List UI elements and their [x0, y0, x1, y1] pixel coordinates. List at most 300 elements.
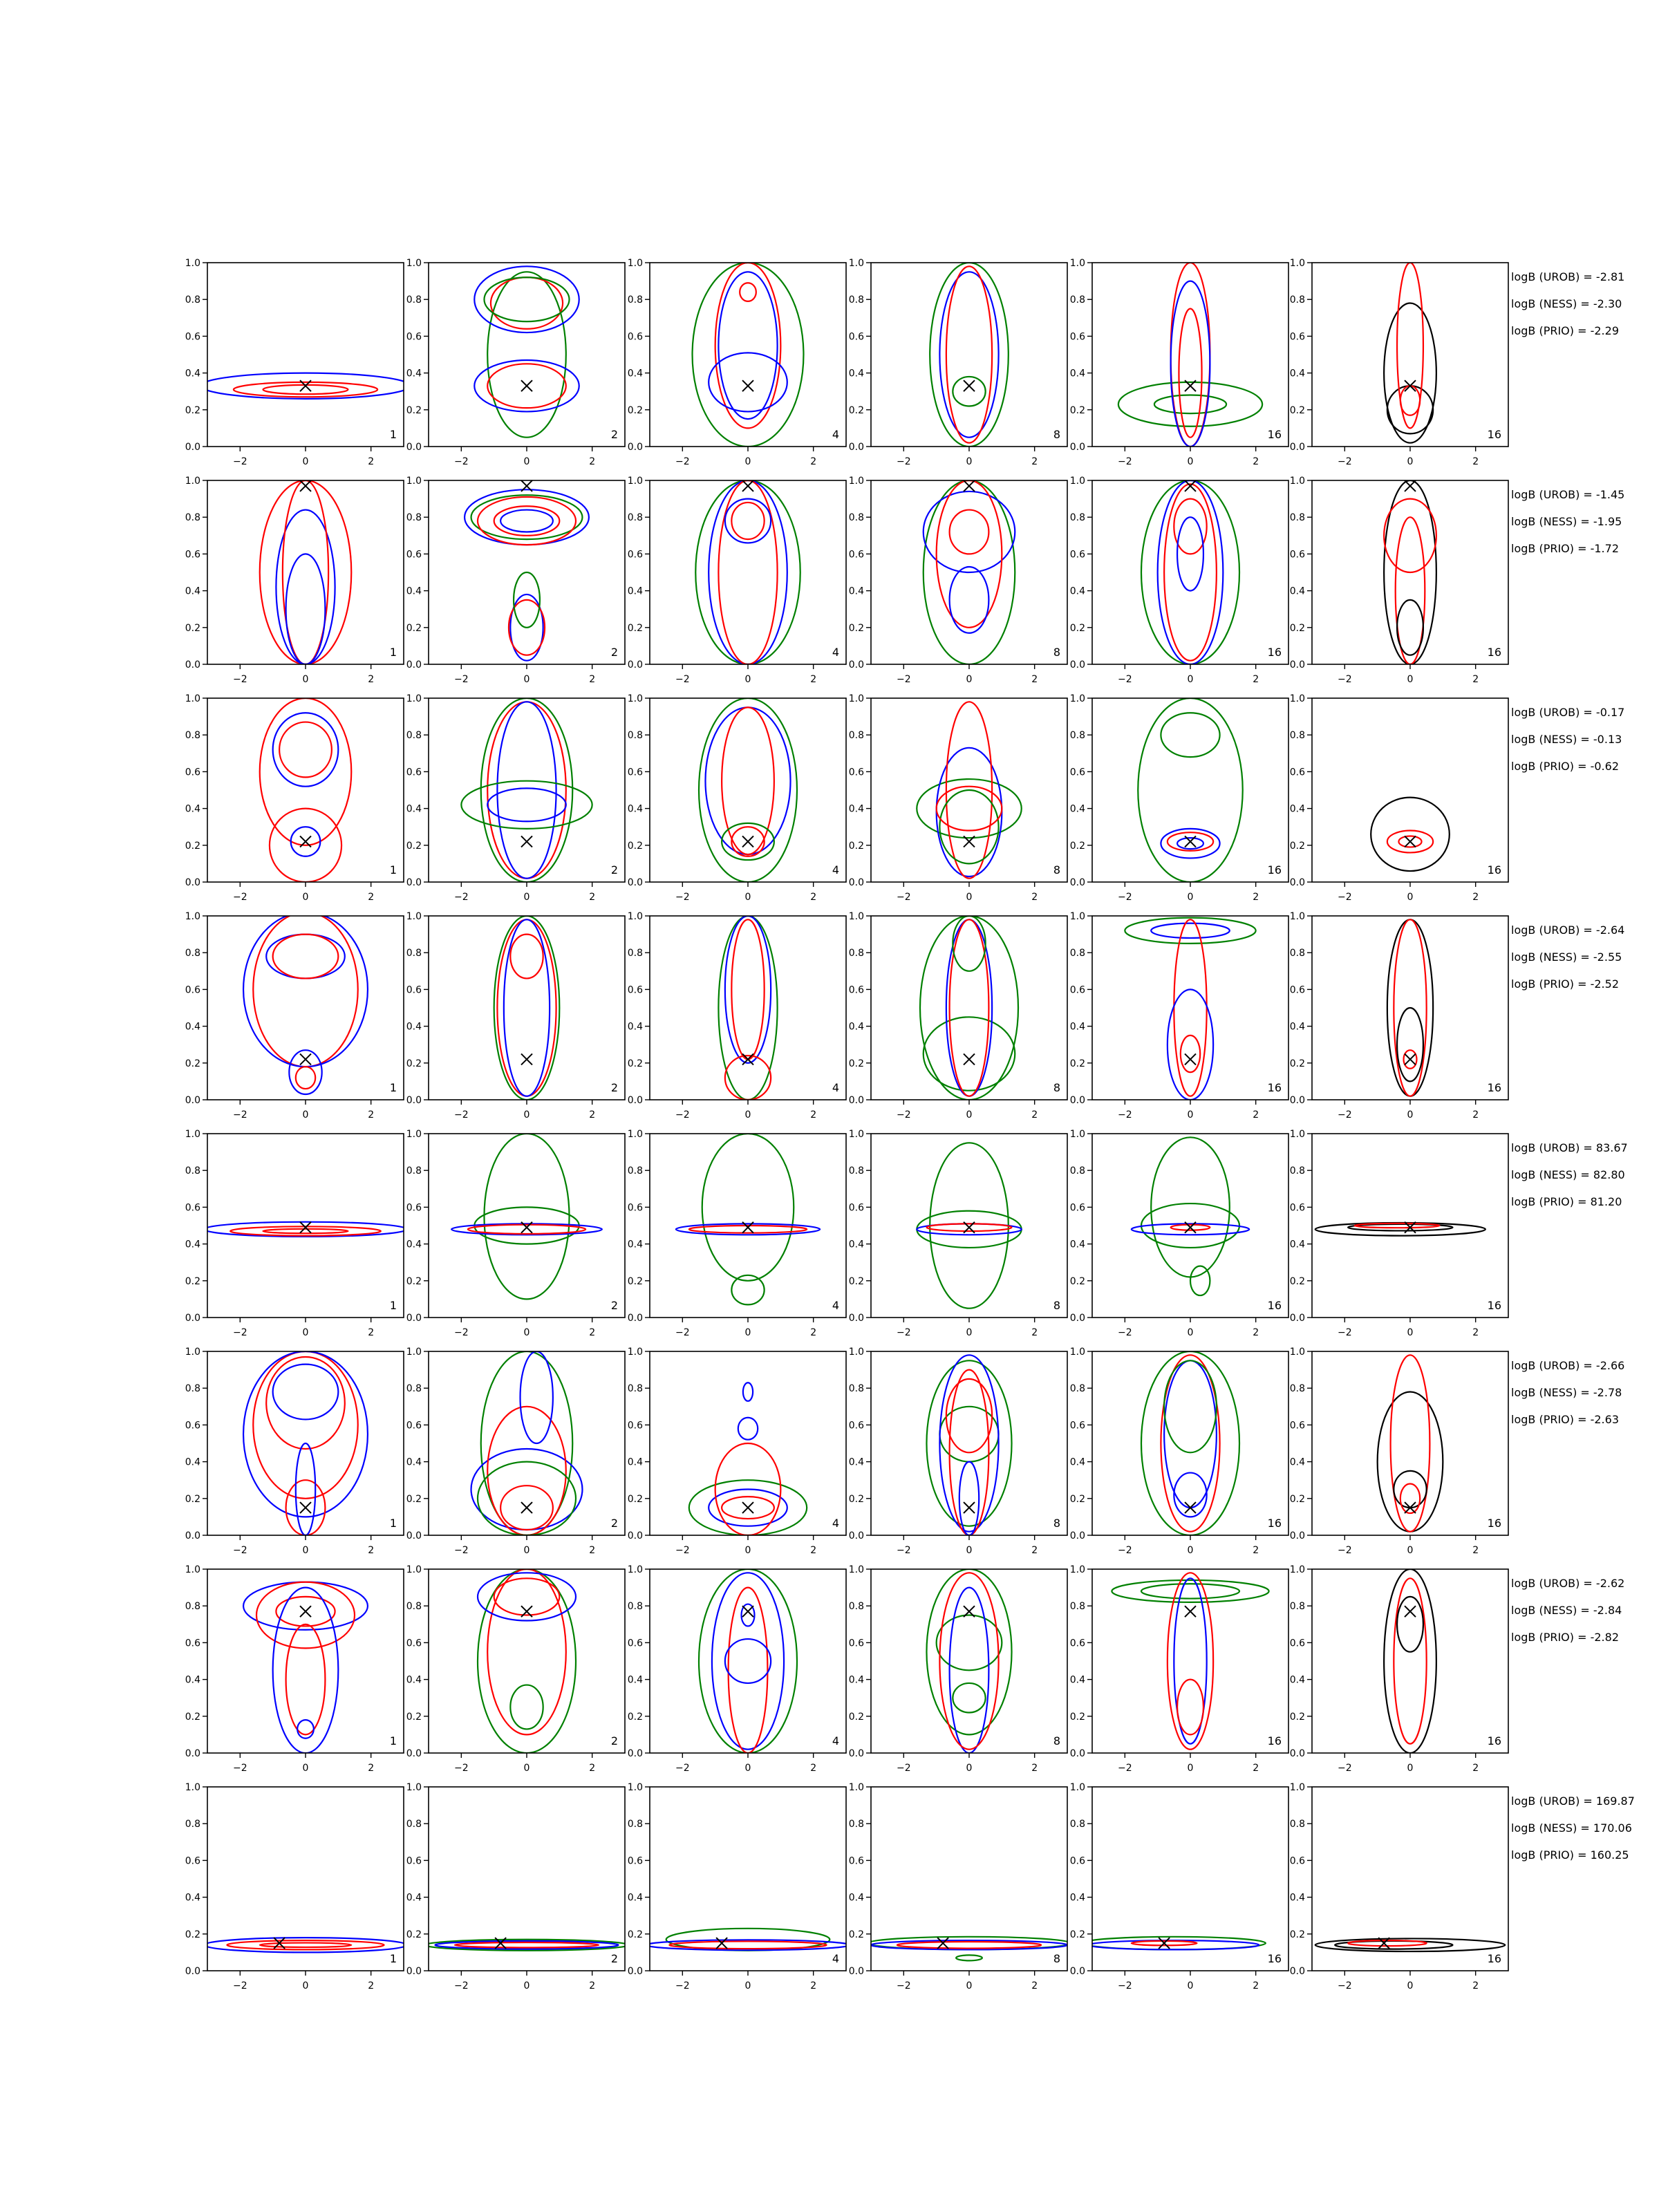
y-tick-label: 0.6	[406, 767, 422, 778]
y-tick-label: 0.2	[1289, 840, 1305, 852]
y-tick-label: 0.6	[627, 1855, 643, 1867]
y-tick-label: 0.0	[848, 659, 864, 671]
contour-black	[1397, 1597, 1423, 1652]
contour-green	[920, 916, 1018, 1100]
y-tick-label: 1.0	[848, 476, 864, 487]
y-tick-label: 0.4	[848, 803, 864, 815]
panel-r1-c4	[849, 258, 1067, 467]
contour-red	[731, 503, 764, 539]
x-tick-label: −2	[233, 1109, 247, 1121]
y-tick-label: 0.6	[1069, 1202, 1085, 1214]
y-tick-label: 0.0	[185, 442, 200, 453]
y-tick-label: 0.8	[185, 1165, 200, 1177]
panel-r1-c6	[1290, 258, 1508, 467]
contour-red	[1161, 1355, 1219, 1531]
panel-count-label: 2	[610, 1299, 618, 1312]
panel-count-label: 4	[832, 1299, 839, 1312]
panel-r3-c4	[849, 693, 1067, 903]
y-tick-label: 0.0	[185, 1966, 200, 1977]
x-tick-label: −2	[454, 674, 469, 685]
y-tick-label: 0.6	[406, 1638, 422, 1649]
y-tick-label: 0.2	[627, 1711, 643, 1723]
contour-red	[487, 1569, 566, 1734]
contour-blue	[297, 1720, 314, 1738]
y-tick-label: 0.8	[185, 948, 200, 959]
y-tick-label: 0.6	[185, 1202, 200, 1214]
y-tick-label: 0.2	[848, 840, 864, 852]
contour-blue	[289, 1050, 321, 1094]
axes-frame	[871, 1569, 1067, 1753]
panel-count-label: 2	[610, 1517, 618, 1530]
y-tick-label: 0.0	[627, 1966, 643, 1977]
y-tick-label: 0.2	[1289, 622, 1305, 634]
contour-group	[699, 1569, 797, 1753]
y-tick-label: 0.2	[185, 1493, 200, 1505]
y-tick-label: 1.0	[406, 1347, 422, 1358]
panel-count-label: 8	[1053, 646, 1060, 659]
y-tick-label: 0.8	[627, 730, 643, 742]
contour-blue	[950, 567, 989, 633]
panel-count-label: 16	[1487, 863, 1501, 877]
contour-green	[487, 272, 566, 437]
x-tick-label: 0	[1187, 1980, 1194, 1991]
contour-black	[1397, 600, 1423, 655]
y-tick-label: 0.4	[1289, 585, 1305, 597]
contour-blue	[296, 1443, 315, 1535]
contour-group	[1384, 1569, 1436, 1753]
contour-group	[930, 263, 1009, 447]
y-tick-label: 0.0	[185, 1748, 200, 1759]
y-tick-label: 1.0	[1289, 1347, 1305, 1358]
y-tick-label: 1.0	[1289, 911, 1305, 922]
logb-label: logB (NESS) = -1.95	[1511, 515, 1622, 528]
contour-blue	[959, 1462, 979, 1535]
logb-label: logB (NESS) = -0.13	[1511, 733, 1622, 746]
y-tick-label: 0.0	[848, 1748, 864, 1759]
y-tick-label: 0.4	[627, 1021, 643, 1033]
x-tick-label: 2	[589, 674, 596, 685]
contour-red	[487, 1407, 566, 1535]
x-tick-label: −2	[1338, 1763, 1352, 1774]
axes-frame	[1092, 1787, 1288, 1971]
contour-red	[939, 1573, 998, 1749]
y-tick-label: 0.6	[627, 1420, 643, 1432]
y-tick-label: 0.4	[627, 1892, 643, 1904]
y-tick-label: 1.0	[1289, 476, 1305, 487]
x-tick-label: −2	[1118, 1763, 1132, 1774]
axes-frame	[871, 263, 1067, 447]
x-tick-label: −2	[454, 456, 469, 467]
x-tick-label: −2	[1118, 456, 1132, 467]
x-tick-label: 2	[368, 456, 375, 467]
y-tick-label: 1.0	[185, 1129, 200, 1140]
contour-group	[693, 263, 804, 447]
y-tick-label: 0.4	[627, 1239, 643, 1250]
contour-red	[227, 1940, 384, 1949]
contour-blue	[1177, 838, 1203, 849]
y-tick-label: 0.8	[627, 1165, 643, 1177]
x-tick-label: 2	[1472, 674, 1479, 685]
y-tick-label: 0.0	[406, 877, 422, 888]
y-tick-label: 0.8	[1289, 1383, 1305, 1395]
x-tick-label: 2	[368, 1545, 375, 1556]
y-tick-label: 0.0	[1289, 877, 1305, 888]
x-tick-label: 0	[1407, 1327, 1414, 1338]
x-tick-label: 0	[523, 1109, 530, 1121]
x-tick-label: 0	[523, 1763, 530, 1774]
panel-count-label: 2	[610, 428, 618, 441]
x-tick-label: 0	[1187, 1545, 1194, 1556]
y-tick-label: 0.6	[185, 331, 200, 343]
contour-red	[1164, 484, 1217, 660]
panel-r2-c2	[406, 476, 625, 685]
x-tick-label: 2	[1472, 892, 1479, 903]
y-tick-label: 1.0	[406, 476, 422, 487]
contour-blue	[521, 1351, 553, 1443]
x-tick-label: 2	[1472, 1545, 1479, 1556]
contour-blue	[939, 1355, 998, 1531]
y-tick-label: 0.0	[627, 1530, 643, 1541]
logb-label: logB (UROB) = -1.45	[1511, 488, 1625, 501]
y-tick-label: 0.2	[1289, 1711, 1305, 1723]
panel-count-label: 16	[1487, 1299, 1501, 1312]
contour-blue	[709, 353, 787, 411]
panel-r4-c1	[185, 911, 404, 1121]
y-tick-label: 0.4	[1069, 368, 1085, 379]
panel-count-label: 2	[610, 646, 618, 659]
panel-count-label: 16	[1267, 1952, 1282, 1965]
contour-blue	[1151, 924, 1230, 938]
y-tick-label: 0.6	[1069, 767, 1085, 778]
contour-black	[1387, 386, 1433, 433]
x-tick-label: 0	[1187, 1327, 1194, 1338]
x-tick-label: 2	[589, 1109, 596, 1121]
x-tick-label: 2	[1031, 1109, 1038, 1121]
y-tick-label: 0.8	[406, 294, 422, 306]
axes-frame	[207, 916, 404, 1100]
y-tick-label: 0.2	[406, 1493, 422, 1505]
contour-red	[715, 263, 781, 428]
y-tick-label: 1.0	[1069, 1782, 1085, 1793]
y-tick-label: 0.2	[627, 404, 643, 416]
panel-r5-c3	[628, 1129, 846, 1338]
contour-group	[646, 1929, 849, 1951]
x-tick-label: −2	[1338, 1980, 1352, 1991]
axes-frame	[1092, 698, 1288, 882]
x-tick-label: 0	[523, 892, 530, 903]
panel-count-label: 16	[1267, 1299, 1282, 1312]
axes-frame	[1092, 480, 1288, 664]
y-tick-label: 0.4	[185, 1239, 200, 1250]
panel-count-label: 1	[389, 1299, 397, 1312]
axes-frame	[871, 916, 1067, 1100]
y-tick-label: 0.2	[627, 1929, 643, 1940]
contour-group	[917, 702, 1021, 878]
y-tick-label: 0.2	[627, 1058, 643, 1069]
panel-r7-c4	[849, 1564, 1067, 1774]
panel-count-label: 8	[1053, 1734, 1060, 1747]
logb-label: logB (UROB) = -2.62	[1511, 1577, 1625, 1590]
panel-r3-c2	[406, 693, 625, 903]
panel-r6-c4	[849, 1347, 1067, 1556]
x-tick-label: 0	[523, 1327, 530, 1338]
x-tick-label: 0	[1407, 1545, 1414, 1556]
y-tick-label: 1.0	[406, 1564, 422, 1575]
y-tick-label: 0.4	[1069, 1892, 1085, 1904]
y-tick-label: 0.0	[627, 1095, 643, 1106]
panel-r5-c4	[849, 1129, 1067, 1338]
contour-green	[1125, 918, 1255, 944]
y-tick-label: 0.6	[1289, 1202, 1305, 1214]
y-tick-label: 0.6	[627, 331, 643, 343]
y-tick-label: 0.2	[185, 1711, 200, 1723]
y-tick-label: 0.4	[185, 1674, 200, 1686]
x-tick-label: 0	[744, 674, 751, 685]
panel-r3-c1	[185, 693, 404, 903]
contour-red	[1384, 499, 1436, 572]
x-tick-label: −2	[897, 674, 911, 685]
y-tick-label: 0.0	[185, 1530, 200, 1541]
panel-count-label: 1	[389, 1081, 397, 1094]
contour-red	[260, 698, 352, 845]
y-tick-label: 1.0	[1289, 693, 1305, 704]
y-tick-label: 0.4	[185, 1021, 200, 1033]
x-tick-label: 0	[1187, 892, 1194, 903]
contour-green	[718, 916, 777, 1100]
y-tick-label: 0.0	[627, 1313, 643, 1324]
contour-red	[283, 480, 328, 664]
contour-red	[897, 1942, 1041, 1949]
contour-group	[1371, 798, 1450, 871]
panel-r7-c6	[1290, 1564, 1508, 1774]
y-tick-label: 1.0	[627, 476, 643, 487]
x-tick-label: −2	[897, 892, 911, 903]
contour-group	[478, 1569, 576, 1753]
y-tick-label: 0.6	[848, 549, 864, 561]
y-tick-label: 0.2	[406, 1058, 422, 1069]
contour-green	[1161, 713, 1219, 757]
x-tick-label: 2	[368, 1327, 375, 1338]
panel-r8-c2	[406, 1782, 628, 1991]
y-tick-label: 0.2	[627, 1275, 643, 1287]
y-tick-label: 0.4	[406, 368, 422, 379]
y-tick-label: 0.4	[185, 1456, 200, 1468]
x-tick-label: −2	[233, 1980, 247, 1991]
panel-count-label: 1	[389, 1517, 397, 1530]
y-tick-label: 0.8	[848, 1819, 864, 1830]
axes-frame	[207, 480, 404, 664]
panel-r7-c5	[1070, 1564, 1288, 1774]
x-tick-label: −2	[233, 1763, 247, 1774]
y-tick-label: 1.0	[1069, 1129, 1085, 1140]
y-tick-label: 0.6	[185, 767, 200, 778]
y-tick-label: 0.6	[406, 331, 422, 343]
y-tick-label: 0.0	[1069, 1966, 1085, 1977]
contour-group	[926, 1569, 1011, 1753]
y-tick-label: 0.6	[406, 1202, 422, 1214]
y-tick-label: 1.0	[185, 1782, 200, 1793]
y-tick-label: 0.8	[1289, 512, 1305, 524]
y-tick-label: 1.0	[1069, 476, 1085, 487]
x-tick-label: −2	[675, 1109, 690, 1121]
y-tick-label: 0.4	[1069, 585, 1085, 597]
y-tick-label: 0.4	[185, 368, 200, 379]
y-tick-label: 0.0	[185, 1313, 200, 1324]
contour-red	[740, 283, 756, 301]
x-tick-label: 0	[966, 456, 973, 467]
x-tick-label: 2	[810, 674, 817, 685]
logb-label: logB (PRIO) = 160.25	[1511, 1848, 1629, 1862]
y-tick-label: 0.6	[627, 1202, 643, 1214]
y-tick-label: 0.6	[1289, 331, 1305, 343]
x-tick-label: 2	[589, 892, 596, 903]
y-tick-label: 0.4	[848, 1239, 864, 1250]
x-tick-label: 0	[744, 892, 751, 903]
y-tick-label: 0.8	[185, 1601, 200, 1613]
y-tick-label: 0.8	[185, 294, 200, 306]
y-tick-label: 1.0	[627, 693, 643, 704]
contour-red	[950, 510, 989, 554]
y-tick-label: 0.4	[848, 1892, 864, 1904]
x-tick-label: 0	[966, 1327, 973, 1338]
contour-red	[731, 919, 764, 1059]
y-tick-label: 0.8	[1289, 730, 1305, 742]
contour-group	[465, 489, 589, 660]
y-tick-label: 0.6	[627, 984, 643, 996]
y-tick-label: 0.8	[627, 1819, 643, 1830]
y-tick-label: 0.2	[1069, 840, 1085, 852]
y-tick-label: 0.8	[848, 730, 864, 742]
panel-r3-c5	[1070, 693, 1288, 903]
y-tick-label: 0.8	[848, 948, 864, 959]
panel-r5-c2	[406, 1129, 625, 1338]
y-tick-label: 0.0	[848, 442, 864, 453]
y-tick-label: 0.2	[848, 1711, 864, 1723]
logb-label: logB (PRIO) = -2.63	[1511, 1413, 1619, 1426]
logb-label: logB (PRIO) = -0.62	[1511, 760, 1619, 773]
y-tick-label: 0.8	[406, 1601, 422, 1613]
contour-blue	[1158, 480, 1224, 664]
x-tick-label: −2	[1338, 456, 1352, 467]
x-tick-label: 2	[1031, 674, 1038, 685]
contour-group	[1082, 1937, 1266, 1950]
x-tick-label: 0	[302, 456, 309, 467]
y-tick-label: 1.0	[1289, 258, 1305, 269]
y-tick-label: 0.2	[848, 404, 864, 416]
x-tick-label: −2	[454, 1545, 469, 1556]
panel-count-label: 8	[1053, 1952, 1060, 1965]
contour-blue	[500, 510, 553, 532]
y-tick-label: 0.4	[848, 1456, 864, 1468]
contour-group	[243, 1582, 368, 1753]
x-tick-label: −2	[675, 456, 690, 467]
x-tick-label: −2	[897, 456, 911, 467]
y-tick-label: 0.2	[185, 1058, 200, 1069]
contour-red	[253, 1351, 357, 1499]
x-tick-label: 2	[810, 1980, 817, 1991]
y-tick-label: 0.6	[185, 1638, 200, 1649]
y-tick-label: 0.2	[1069, 622, 1085, 634]
contour-red	[1179, 308, 1201, 437]
contour-group	[1112, 1573, 1268, 1749]
contour-red	[260, 1943, 352, 1947]
logb-label: logB (PRIO) = -1.72	[1511, 542, 1619, 555]
y-tick-label: 0.8	[848, 1601, 864, 1613]
contour-group	[868, 1937, 1070, 1961]
y-tick-label: 0.0	[406, 1095, 422, 1106]
panel-r1-c1	[185, 258, 411, 467]
y-tick-label: 0.8	[185, 1819, 200, 1830]
y-tick-label: 1.0	[627, 911, 643, 922]
x-tick-label: 2	[589, 1327, 596, 1338]
contour-group	[924, 480, 1015, 664]
y-tick-label: 1.0	[1289, 1564, 1305, 1575]
x-tick-label: −2	[1338, 1545, 1352, 1556]
y-tick-label: 0.2	[406, 1711, 422, 1723]
y-tick-label: 0.6	[1289, 549, 1305, 561]
y-tick-label: 0.0	[406, 1530, 422, 1541]
logb-label: logB (UROB) = -2.81	[1511, 270, 1625, 283]
x-tick-label: −2	[675, 1980, 690, 1991]
contour-blue	[743, 1382, 753, 1401]
x-tick-label: 0	[302, 1545, 309, 1556]
contour-blue	[474, 266, 579, 332]
y-tick-label: 1.0	[406, 258, 422, 269]
y-tick-label: 0.6	[185, 1855, 200, 1867]
y-tick-label: 0.2	[1289, 1058, 1305, 1069]
x-tick-label: 2	[1472, 1980, 1479, 1991]
panel-r6-c5	[1070, 1347, 1288, 1556]
contour-red	[946, 1379, 992, 1452]
contour-blue	[738, 1418, 758, 1440]
y-tick-label: 0.4	[627, 368, 643, 379]
y-tick-label: 1.0	[627, 1129, 643, 1140]
contour-green	[478, 1569, 576, 1753]
x-tick-label: 0	[1407, 1109, 1414, 1121]
panel-r7-c2	[406, 1564, 625, 1774]
x-tick-label: 0	[744, 1980, 751, 1991]
y-tick-label: 0.4	[1069, 803, 1085, 815]
y-tick-label: 0.2	[627, 1493, 643, 1505]
y-tick-label: 0.2	[848, 1275, 864, 1287]
contour-group	[451, 1134, 602, 1299]
y-tick-label: 0.6	[1069, 1638, 1085, 1649]
y-tick-label: 0.2	[1289, 1929, 1305, 1940]
y-tick-label: 0.2	[1069, 1711, 1085, 1723]
panel-count-label: 16	[1487, 1952, 1501, 1965]
y-tick-label: 1.0	[848, 1129, 864, 1140]
y-tick-label: 1.0	[185, 258, 200, 269]
x-tick-label: 2	[1253, 1327, 1259, 1338]
x-tick-label: 2	[589, 1545, 596, 1556]
contour-red	[468, 1225, 585, 1234]
contour-green	[1118, 382, 1262, 427]
y-tick-label: 0.6	[848, 1855, 864, 1867]
y-tick-label: 0.0	[1069, 442, 1085, 453]
x-tick-label: −2	[675, 674, 690, 685]
x-tick-label: 0	[1187, 1109, 1194, 1121]
logb-label: logB (UROB) = -2.66	[1511, 1359, 1625, 1372]
panel-count-label: 2	[610, 1081, 618, 1094]
y-tick-label: 0.4	[406, 1892, 422, 1904]
x-tick-label: 2	[1472, 1763, 1479, 1774]
contour-group	[718, 916, 777, 1100]
contour-red	[1400, 1484, 1420, 1514]
axes-frame	[1092, 1134, 1288, 1318]
x-tick-label: −2	[1118, 1327, 1132, 1338]
y-tick-label: 0.8	[406, 1165, 422, 1177]
panel-r4-c3	[628, 911, 846, 1121]
